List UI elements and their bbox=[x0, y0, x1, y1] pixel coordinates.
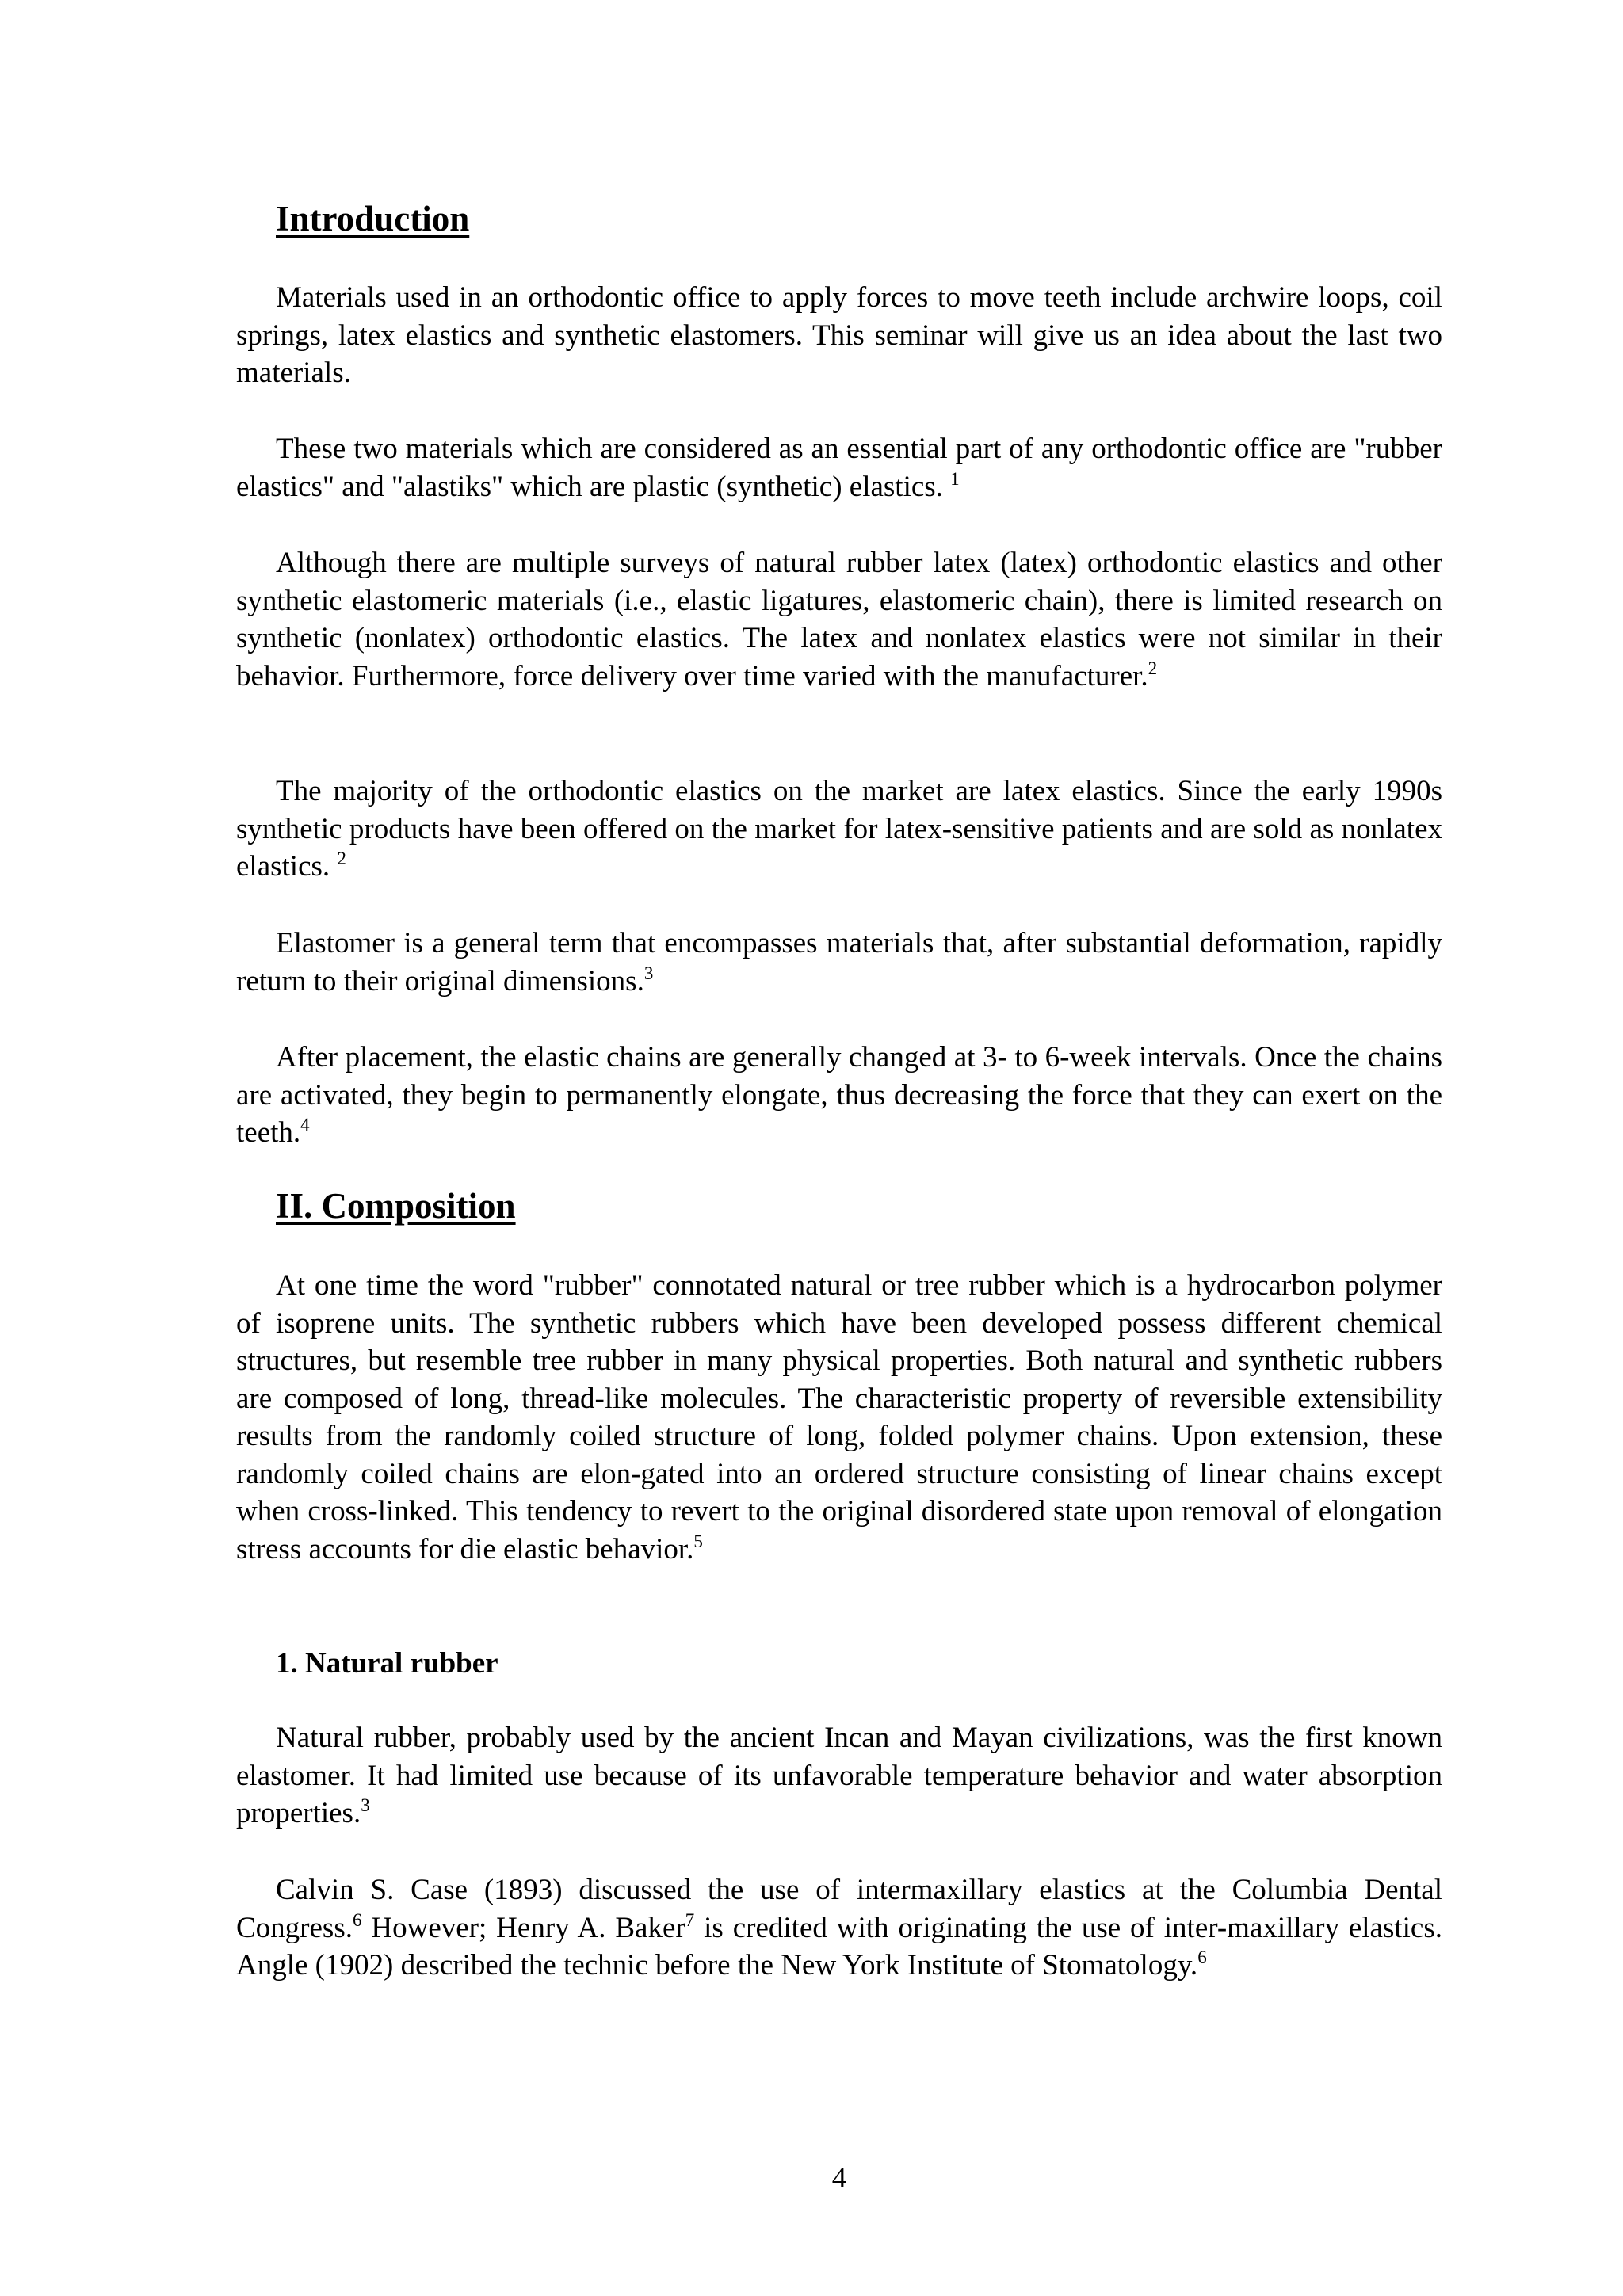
introduction-paragraph-6 bbox=[236, 1039, 1442, 1152]
natural-rubber-heading: 1. Natural rubber bbox=[276, 1647, 498, 1680]
reference-superscript: 7 bbox=[685, 1909, 695, 1930]
paragraph-text: Materials used in an orthodontic office to apply forces to move teeth include archwire loops, coil springs, latex elastics and synthetic elastomers. This seminar will give us an idea about the last two materials. bbox=[236, 281, 1442, 389]
page-number: 4 bbox=[831, 2162, 847, 2195]
reference-superscript: 4 bbox=[300, 1115, 310, 1135]
natural-rubber-paragraph-2 bbox=[236, 1871, 1442, 1985]
reference-superscript: 3 bbox=[643, 963, 654, 983]
paragraph-text: Natural rubber, probably used by the ancient Incan and Mayan civilizations, was the first known elastomer. It had limited use because of its unfavorable temperature behavior and water absorption properties. bbox=[236, 1722, 1442, 1829]
paragraph-text: At one time the word "rubber" connotated natural or tree rubber which is a hydrocarbon polymer of isoprene units. The synthetic rubbers which have been developed possess different chemical structures, but resemble tree rubber in many physical properties. Both natural and synthetic rubbers are composed of long, thread-like molecules. The characteristic property of reversible extensibility results from the randomly coiled structure of long, folded polymer chains. Upon extension, these randomly coiled chains are elon-gated into an ordered structure consisting of linear chains except when cross-linked. This tendency to revert to the original disordered state upon removal of elongation stress accounts for die elastic behavior. bbox=[236, 1269, 1442, 1566]
reference-superscript: 3 bbox=[361, 1795, 370, 1815]
reference-superscript: 2 bbox=[337, 849, 346, 868]
paragraph-text: However; Henry A. Baker bbox=[361, 1911, 685, 1944]
reference-superscript: 5 bbox=[693, 1531, 703, 1551]
reference-superscript: 2 bbox=[1148, 658, 1158, 678]
introduction-heading: Introduction bbox=[276, 199, 470, 238]
paragraph-text: Elastomer is a general term that encompasses materials that, after substantial deformation, rapidly return to their original dimensions. bbox=[236, 927, 1442, 997]
composition-heading: II. Composition bbox=[276, 1186, 516, 1226]
introduction-paragraph-5 bbox=[236, 925, 1442, 1000]
reference-superscript: 6 bbox=[352, 1909, 362, 1930]
paragraph-text: Calvin S. Case (1893) discussed the use of intermaxillary elastics at the Columbia Dental Congress. bbox=[236, 1874, 1442, 1944]
introduction-paragraph-3 bbox=[236, 544, 1442, 695]
paragraph-text: Although there are multiple surveys of natural rubber latex (latex) orthodontic elastics and other synthetic elastomeric materials (i.e., elastic ligatures, elastomeric chain), there is limited research on synthetic (nonlatex) orthodontic elastics. The latex and nonlatex elastics were not similar in their behavior. Furthermore, force delivery over time varied with the manufacturer. bbox=[236, 547, 1442, 692]
document-page bbox=[236, 0, 1442, 2296]
natural-rubber-paragraph-1 bbox=[236, 1719, 1442, 1833]
composition-paragraph-1 bbox=[236, 1267, 1442, 1568]
paragraph-text: After placement, the elastic chains are generally changed at 3- to 6-week intervals. Once the chains are activated, they begin to permanently elongate, thus decreasing the force that they can exert on the teeth. bbox=[236, 1041, 1442, 1149]
paragraph-text: These two materials which are considered as an essential part of any orthodontic office are "rubber elastics" and "alastiks" which are plastic (synthetic) elastics. bbox=[236, 433, 1442, 503]
paragraph-text: is credited with originating the use of inter-maxillary elastics. Angle (1902) described the technic before the New York Institute of Stomatology. bbox=[236, 1911, 1443, 1981]
introduction-paragraph-1 bbox=[236, 279, 1442, 392]
reference-superscript: 1 bbox=[950, 468, 960, 489]
introduction-paragraph-4 bbox=[236, 772, 1442, 886]
reference-superscript: 6 bbox=[1197, 1947, 1207, 1967]
introduction-paragraph-2 bbox=[236, 430, 1442, 505]
paragraph-text: The majority of the orthodontic elastics on the market are latex elastics. Since the early 1990s synthetic products have been offered on the market for latex-sensitive patients and are sold as nonlatex elastics. bbox=[236, 775, 1442, 883]
